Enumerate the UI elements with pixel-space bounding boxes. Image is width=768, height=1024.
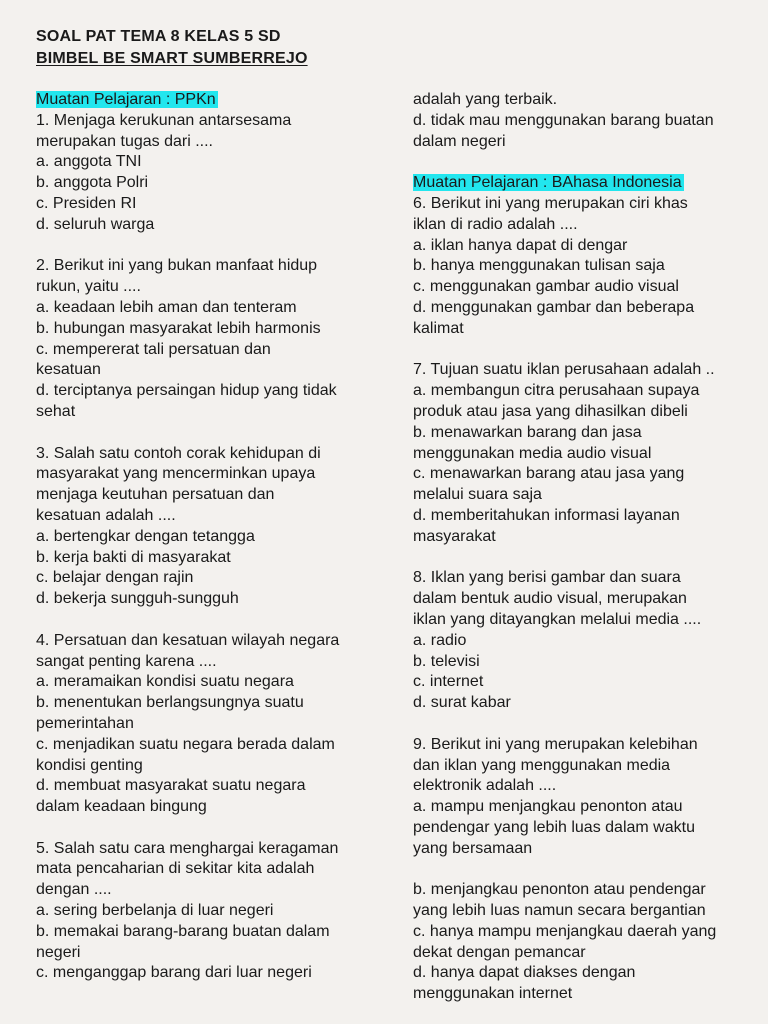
text-line: rukun, yaitu .... [36,278,141,296]
document-header [36,26,308,70]
text-line: d. hanya dapat diakses dengan [413,964,636,982]
text-line: b. hanya menggunakan tulisan saja [413,257,665,275]
text-line: d. membuat masyarakat suatu negara [36,777,306,795]
text-line: dalam negeri [413,132,506,150]
text-line: b. memakai barang-barang buatan dalam [36,922,330,940]
right-question-text [413,194,758,1005]
text-line: a. iklan hanya dapat di dengar [413,236,628,254]
left-question-text [36,111,376,984]
text-line: yang lebih luas namun secara bergantian [413,902,706,920]
text-line: 5. Salah satu cara menghargai keragaman [36,839,339,857]
text-line: d. surat kabar [413,694,511,712]
text-line: a. anggota TNI [36,153,142,171]
text-line: c. menjadikan suatu negara berada dalam [36,735,335,753]
text-line: b. anggota Polri [36,174,149,192]
text-line: c. hanya mampu menjangkau daerah yang [413,922,717,940]
text-line: negeri [36,943,81,961]
text-line: a. bertengkar dengan tetangga [36,527,255,545]
text-line: dan iklan yang menggunakan media [413,756,671,774]
text-line: c. mempererat tali persatuan dan [36,340,271,358]
text-line: produk atau jasa yang dihasilkan dibeli [413,402,688,420]
blank-line [413,340,758,361]
text-line: menggunakan media audio visual [413,444,652,462]
text-line: kesatuan adalah .... [36,506,176,524]
subject-heading-bahasa-indonesia: Muatan Pelajaran : BAhasa Indonesia [413,174,682,192]
right-column [413,90,758,1005]
text-line: b. kerja bakti di masyarakat [36,548,231,566]
text-line: 4. Persatuan dan kesatuan wilayah negara [36,631,340,649]
text-line: d. memberitahukan informasi layanan [413,506,680,524]
text-line: dalam keadaan bingung [36,798,207,816]
text-line: masyarakat [413,527,496,545]
text-line: kesatuan [36,361,101,379]
blank-line [413,859,758,880]
text-line: iklan di radio adalah .... [413,215,578,233]
blank-line [413,548,758,569]
text-line: elektronik adalah .... [413,777,557,795]
text-line: melalui suara saja [413,486,542,504]
text-line: b. menentukan berlangsungnya suatu [36,694,304,712]
text-line: a. sering berbelanja di luar negeri [36,902,274,920]
left-column [36,90,376,984]
text-line: yang bersamaan [413,839,533,857]
text-line: merupakan tugas dari .... [36,132,213,150]
text-line: d. bekerja sungguh-sungguh [36,590,239,608]
text-line: c. internet [413,673,484,691]
blank-line [36,236,376,257]
text-line: a. meramaikan kondisi suatu negara [36,673,294,691]
text-line: d. terciptanya persaingan hidup yang tidak [36,382,337,400]
text-line: pemerintahan [36,714,134,732]
text-line: 6. Berikut ini yang merupakan ciri khas [413,194,688,212]
text-line: b. menjangkau penonton atau pendengar [413,881,706,899]
blank-line [36,423,376,444]
text-line: d. tidak mau menggunakan barang buatan [413,111,714,129]
text-line: 2. Berikut ini yang bukan manfaat hidup [36,257,318,275]
text-line: d. menggunakan gambar dan beberapa [413,298,695,316]
text-line: 7. Tujuan suatu iklan perusahaan adalah .. [413,361,715,379]
text-line: iklan yang ditayangkan melalui media .... [413,610,702,628]
text-line: a. keadaan lebih aman dan tenteram [36,298,297,316]
blank-line [36,610,376,631]
header-title-line2: BIMBEL BE SMART SUMBERREJO [36,50,308,67]
text-line: adalah yang terbaik. [413,91,558,108]
text-line: b. hubungan masyarakat lebih harmonis [36,319,321,337]
text-line: c. menganggap barang dari luar negeri [36,964,312,982]
text-line: a. membangun citra perusahaan supaya [413,382,700,400]
text-line: b. televisi [413,652,480,670]
text-line: sangat penting karena .... [36,652,217,670]
text-line: pendengar yang lebih luas dalam waktu [413,818,695,836]
text-line: a. radio [413,631,467,649]
text-line: kondisi genting [36,756,143,774]
text-line: dekat dengan pemancar [413,943,586,961]
header-title-line1: SOAL PAT TEMA 8 KELAS 5 SD [36,28,281,45]
text-line: sehat [36,402,76,420]
text-line: c. Presiden RI [36,194,137,212]
text-line: a. mampu menjangkau penonton atau [413,798,683,816]
text-line: kalimat [413,319,464,337]
text-line: menggunakan internet [413,985,573,1003]
text-line: 3. Salah satu contoh corak kehidupan di [36,444,321,462]
subject-heading-ppkn: Muatan Pelajaran : PPKn [36,91,216,108]
text-line: menjaga keutuhan persatuan dan [36,486,275,504]
blank-line [36,818,376,839]
text-line: c. belajar dengan rajin [36,569,194,587]
text-line: 8. Iklan yang berisi gambar dan suara [413,569,681,587]
text-line: 1. Menjaga kerukunan antarsesama [36,111,292,129]
text-line: dalam bentuk audio visual, merupakan [413,590,687,608]
text-line: c. menawarkan barang atau jasa yang [413,465,685,483]
text-line: d. seluruh warga [36,215,155,233]
text-line: c. menggunakan gambar audio visual [413,278,679,296]
text-line: dengan .... [36,881,112,899]
text-line: b. menawarkan barang dan jasa [413,423,642,441]
text-line: masyarakat yang mencerminkan upaya [36,465,316,483]
blank-line [413,152,758,173]
blank-line [413,714,758,735]
text-line: 9. Berikut ini yang merupakan kelebihan [413,735,698,753]
text-line: mata pencaharian di sekitar kita adalah [36,860,315,878]
right-continuation-text [413,90,758,173]
